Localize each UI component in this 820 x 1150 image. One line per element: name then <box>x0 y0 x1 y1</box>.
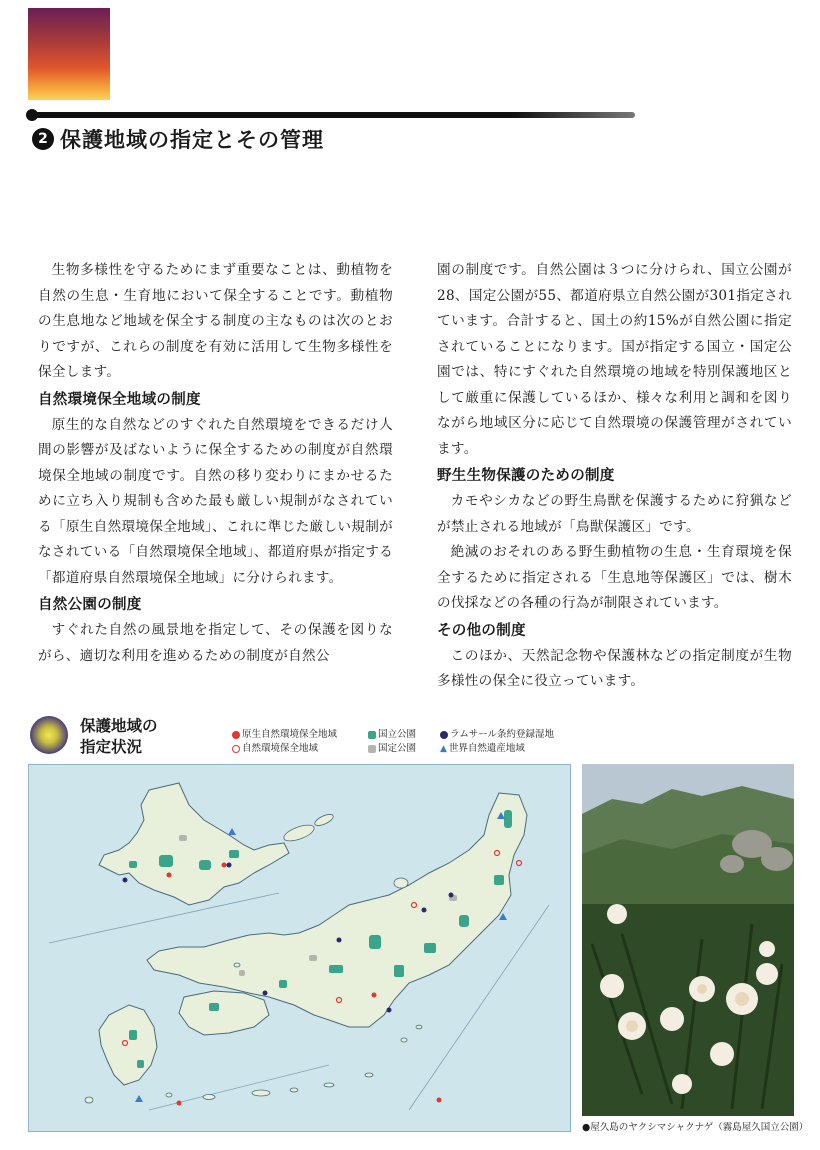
heading-other-systems: その他の制度 <box>437 622 526 639</box>
section-heading <box>32 124 324 154</box>
intro-paragraph: 生物多様性を守るためにまず重要なことは、動植物を自然の生息・生育地において保全することです。動植物の生息地など地域を保全する制度の主なものは次のとおりですが、これらの制度を有効に活用して生物多様性を保全します。 <box>38 262 393 380</box>
square-icon <box>368 745 376 753</box>
island <box>313 812 335 828</box>
heading-nature-conservation: 自然環境保全地域の制度 <box>38 391 201 408</box>
japan-map-svg <box>29 765 570 1131</box>
island <box>394 878 408 888</box>
decorative-gradient-swatch <box>28 8 110 100</box>
photo-illustration <box>582 764 794 1116</box>
figure-title-line1: 保護地域の <box>80 717 158 735</box>
right-column <box>437 258 792 695</box>
left-column <box>38 258 393 669</box>
legend-label: 原生自然環境保全地域 <box>242 729 338 740</box>
island <box>282 822 316 844</box>
legend-item <box>368 742 416 756</box>
yakushima-rhododendron-photo <box>582 764 794 1116</box>
header-rule-dot <box>26 109 38 121</box>
paragraph-other-systems: このほか、天然記念物や保護林などの指定制度が生物多様性の保全に役立っています。 <box>437 647 792 689</box>
heading-wildlife-protection: 野生生物保護のための制度 <box>437 468 615 484</box>
hokkaido-landmass <box>99 783 289 905</box>
filled-circle-icon <box>232 731 240 739</box>
legend-item <box>440 742 525 756</box>
legend-label: ラムサール条約登録湿地 <box>450 729 555 740</box>
paragraph-natural-parks-continued: 園の制度です。自然公園は３つに分けられ、国立公園が28、国定公園が55、都道府県立自然公園が301指定されています。合計すると、国土の約15%が自然公園に指定されていることになります。国が指定する国立・国定公園では、特にすぐれた自然環境の地域を特別保護地区として厳重に保護しているほか、様々な利用と調和を図りながら地域区分に応じて自然環境の保護管理がされています。 <box>437 262 792 457</box>
filled-circle-icon <box>440 731 448 739</box>
kyushu-landmass <box>99 1005 157 1085</box>
paragraph-wildlife-2: 絶滅のおそれのある野生動植物の生息・生育環境を保全するために指定される「生息地等保護区」では、樹木の伐採などの各種の行為が制限されています。 <box>437 544 792 611</box>
shikoku-landmass <box>179 991 269 1035</box>
ring-icon <box>232 745 240 753</box>
legend-label: 自然環境保全地域 <box>242 743 319 754</box>
legend-item <box>368 728 416 742</box>
square-icon <box>368 731 376 739</box>
legend-item <box>232 728 337 742</box>
legend-item <box>440 728 554 742</box>
page-title: 保護地域の指定とその管理 <box>60 128 324 152</box>
photo-caption: ●屋久島のヤクシマシャクナゲ（霧島屋久国立公園） <box>582 1122 809 1133</box>
figure-title-icon <box>30 716 68 754</box>
header-rule <box>30 112 635 118</box>
paragraph-wildlife-1: カモやシカなどの野生鳥獣を保護するために狩猟などが禁止される地域が「鳥獣保護区」です。 <box>437 493 792 535</box>
paragraph-nature-conservation: 原生的な自然などのすぐれた自然環境をできるだけ人間の影響が及ばないように保全するための制度が自然環境保全地域の制度です。自然の移り変わりにまかせるために立ち入り規制も含めた最も厳しい規制がなされている「原生自然環境保全地域」、これに準じた厳しい規制がなされている「自然環境保全地域」、都道府県が指定する「都道府県自然環境保全地域」に分けられます。 <box>38 416 393 586</box>
section-number-badge: 2 <box>32 128 54 150</box>
figure-title-line2: 指定状況 <box>80 738 143 756</box>
legend-label: 世界自然遺産地域 <box>448 743 525 754</box>
legend-item <box>232 742 318 756</box>
heading-natural-parks: 自然公園の制度 <box>38 597 142 613</box>
legend-label: 国定公園 <box>378 743 417 754</box>
japan-map <box>28 764 571 1132</box>
paragraph-natural-parks: すぐれた自然の風景地を指定して、その保護を図りながら、適切な利用を進めるための制度が自然公 <box>38 622 393 664</box>
triangle-icon: ▲ <box>440 744 447 754</box>
legend-label: 国立公園 <box>378 729 417 740</box>
figure-title <box>80 716 158 758</box>
